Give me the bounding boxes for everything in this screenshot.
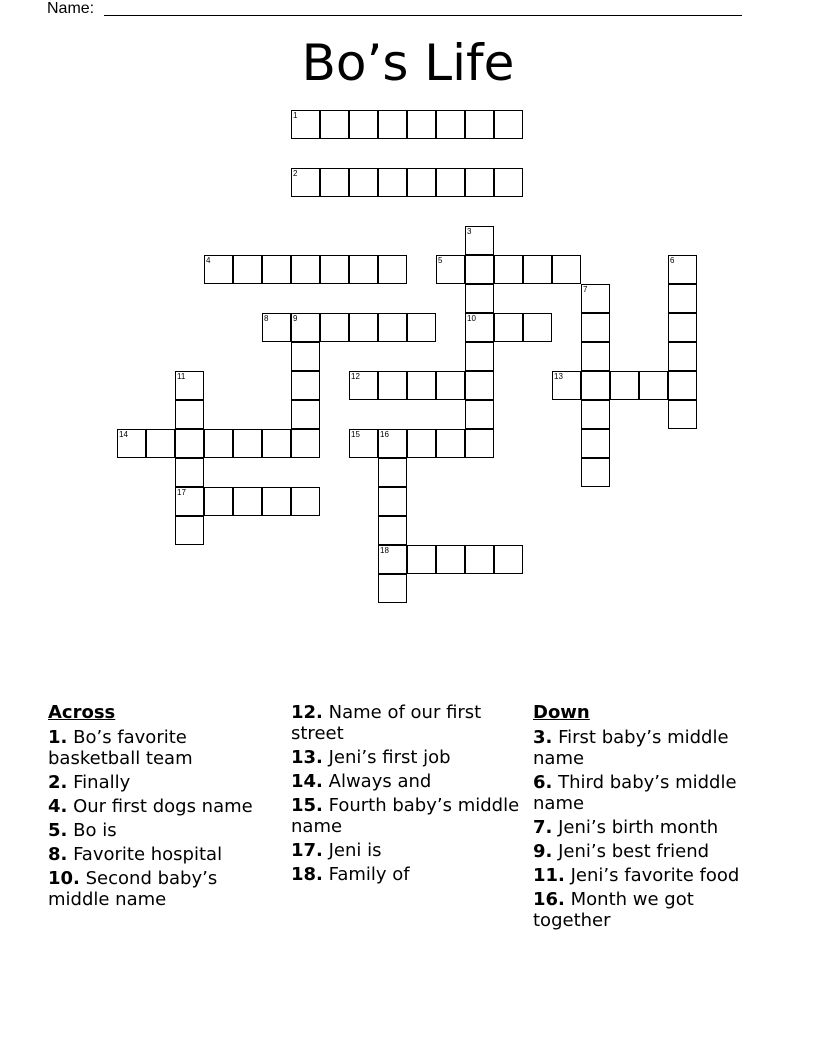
crossword-cell[interactable] (262, 429, 291, 458)
clue-text: Finally (73, 772, 131, 793)
crossword-cell[interactable] (465, 429, 494, 458)
cell-number: 8 (264, 314, 269, 323)
crossword-cell[interactable] (668, 400, 697, 429)
crossword-cell[interactable] (262, 487, 291, 516)
crossword-cell[interactable] (407, 429, 436, 458)
crossword-cell[interactable] (349, 168, 378, 197)
clue-text: Jeni’s birth month (558, 817, 719, 838)
crossword-cell[interactable] (175, 487, 204, 516)
crossword-cell[interactable] (175, 516, 204, 545)
crossword-cell[interactable] (175, 400, 204, 429)
clue-across-15 (291, 795, 527, 837)
crossword-cell[interactable] (378, 255, 407, 284)
clue-number: 5. (48, 820, 68, 841)
clue-across-13 (291, 747, 527, 768)
crossword-cell[interactable] (291, 487, 320, 516)
clue-down-7 (533, 817, 763, 838)
clue-text: Name of our first street (291, 702, 482, 744)
clue-text: Jeni’s best friend (558, 841, 710, 862)
name-label: Name: (47, 0, 95, 17)
crossword-cell[interactable] (465, 168, 494, 197)
cell-number: 11 (177, 372, 186, 381)
cell-number: 18 (380, 546, 389, 555)
crossword-cell[interactable] (436, 429, 465, 458)
crossword-cell[interactable] (320, 313, 349, 342)
clue-down-11 (533, 865, 763, 886)
clue-across-5 (48, 820, 284, 841)
clue-across-18 (291, 864, 527, 885)
clue-number: 8. (48, 844, 68, 865)
clue-column-2 (291, 702, 527, 888)
crossword-cell[interactable] (494, 110, 523, 139)
crossword-cell[interactable] (436, 168, 465, 197)
clue-down-6 (533, 772, 763, 814)
clue-down-3 (533, 727, 763, 769)
crossword-cell[interactable] (378, 371, 407, 400)
crossword-cell[interactable] (581, 284, 610, 313)
crossword-cell[interactable] (523, 313, 552, 342)
crossword-cell[interactable] (494, 313, 523, 342)
crossword-cell[interactable] (291, 168, 320, 197)
crossword-cell[interactable] (204, 487, 233, 516)
crossword-cell[interactable] (262, 255, 291, 284)
clue-text: Month we got together (533, 889, 694, 931)
clue-number: 11. (533, 865, 565, 886)
clue-text: Bo is (73, 820, 117, 841)
clue-number: 16. (533, 889, 565, 910)
crossword-cell[interactable] (378, 516, 407, 545)
crossword-cell[interactable] (465, 545, 494, 574)
crossword-cell[interactable] (465, 284, 494, 313)
crossword-cell[interactable] (465, 400, 494, 429)
clue-number: 7. (533, 817, 553, 838)
crossword-cell[interactable] (552, 255, 581, 284)
cell-number: 16 (380, 430, 389, 439)
clue-column-1 (48, 702, 284, 913)
clue-across-14 (291, 771, 527, 792)
crossword-cell[interactable] (668, 255, 697, 284)
crossword-cell[interactable] (407, 313, 436, 342)
crossword-cell[interactable] (117, 429, 146, 458)
down-heading: Down (533, 702, 590, 723)
crossword-cell[interactable] (407, 168, 436, 197)
clue-number: 3. (533, 727, 553, 748)
crossword-cell[interactable] (320, 110, 349, 139)
cell-number: 14 (119, 430, 128, 439)
crossword-cell[interactable] (581, 400, 610, 429)
crossword-cell[interactable] (465, 110, 494, 139)
crossword-cell[interactable] (291, 371, 320, 400)
clue-text: Jeni is (328, 840, 382, 861)
clue-number: 18. (291, 864, 323, 885)
clue-text: Jeni’s favorite food (570, 865, 740, 886)
across-heading: Across (48, 702, 116, 723)
clue-number: 10. (48, 868, 80, 889)
crossword-cell[interactable] (378, 545, 407, 574)
crossword-cell[interactable] (204, 429, 233, 458)
crossword-cell[interactable] (233, 429, 262, 458)
clue-number: 15. (291, 795, 323, 816)
cell-number: 1 (293, 111, 298, 120)
clue-across-10 (48, 868, 284, 910)
crossword-cell[interactable] (349, 255, 378, 284)
crossword-cell[interactable] (291, 313, 320, 342)
clue-number: 6. (533, 772, 553, 793)
page-title: Bo’s Life (301, 34, 515, 92)
cell-number: 3 (467, 227, 472, 236)
clue-text: Second baby’s middle name (48, 868, 218, 910)
crossword-cell[interactable] (291, 255, 320, 284)
crossword-cell[interactable] (581, 342, 610, 371)
crossword-cell[interactable] (436, 371, 465, 400)
crossword-cell[interactable] (639, 371, 668, 400)
crossword-cell[interactable] (436, 545, 465, 574)
cell-number: 9 (293, 314, 298, 323)
cell-number: 10 (467, 314, 476, 323)
clue-number: 4. (48, 796, 68, 817)
clue-number: 13. (291, 747, 323, 768)
clue-text: Bo’s favorite basketball team (48, 727, 193, 769)
crossword-cell[interactable] (610, 371, 639, 400)
crossword-cell[interactable] (436, 110, 465, 139)
clue-across-4 (48, 796, 284, 817)
crossword-cell[interactable] (407, 110, 436, 139)
crossword-cell[interactable] (320, 168, 349, 197)
crossword-cell[interactable] (465, 255, 494, 284)
clue-text: Jeni’s first job (328, 747, 451, 768)
crossword-cell[interactable] (378, 168, 407, 197)
crossword-cell[interactable] (291, 110, 320, 139)
cell-number: 4 (206, 256, 211, 265)
cell-number: 15 (351, 430, 360, 439)
crossword-cell[interactable] (465, 313, 494, 342)
clue-across-17 (291, 840, 527, 861)
clue-across-8 (48, 844, 284, 865)
crossword-cell[interactable] (175, 371, 204, 400)
cell-number: 5 (438, 256, 443, 265)
crossword-cell[interactable] (175, 458, 204, 487)
crossword-cell[interactable] (233, 255, 262, 284)
crossword-cell[interactable] (552, 371, 581, 400)
crossword-cell[interactable] (668, 313, 697, 342)
cell-number: 6 (670, 256, 675, 265)
crossword-cell[interactable] (494, 255, 523, 284)
crossword-cell[interactable] (407, 371, 436, 400)
crossword-cell[interactable] (378, 487, 407, 516)
crossword-cell[interactable] (378, 110, 407, 139)
crossword-cell[interactable] (349, 371, 378, 400)
crossword-cell[interactable] (204, 255, 233, 284)
cell-number: 12 (351, 372, 360, 381)
crossword-cell[interactable] (291, 400, 320, 429)
clue-number: 2. (48, 772, 68, 793)
clue-number: 12. (291, 702, 323, 723)
crossword-cell[interactable] (233, 487, 262, 516)
clue-text: First baby’s middle name (533, 727, 729, 769)
clue-text: Always and (328, 771, 432, 792)
crossword-cell[interactable] (436, 255, 465, 284)
clue-number: 1. (48, 727, 68, 748)
crossword-cell[interactable] (581, 371, 610, 400)
crossword-cell[interactable] (320, 255, 349, 284)
crossword-cell[interactable] (581, 458, 610, 487)
clue-number: 17. (291, 840, 323, 861)
crossword-cell[interactable] (668, 342, 697, 371)
clue-across-1 (48, 727, 284, 769)
clue-text: Fourth baby’s middle name (291, 795, 520, 837)
clue-text: Third baby’s middle name (533, 772, 737, 814)
crossword-cell[interactable] (291, 429, 320, 458)
crossword-cell[interactable] (407, 545, 436, 574)
crossword-cell[interactable] (581, 313, 610, 342)
clue-down-16 (533, 889, 763, 931)
crossword-cell[interactable] (581, 429, 610, 458)
crossword-cell[interactable] (378, 458, 407, 487)
crossword-cell[interactable] (262, 313, 291, 342)
crossword-cell[interactable] (494, 168, 523, 197)
cell-number: 17 (177, 488, 186, 497)
crossword-cell[interactable] (668, 284, 697, 313)
clue-number: 14. (291, 771, 323, 792)
crossword-cell[interactable] (291, 342, 320, 371)
crossword-cell[interactable] (349, 110, 378, 139)
crossword-cell[interactable] (349, 429, 378, 458)
crossword-cell[interactable] (349, 313, 378, 342)
cell-number: 2 (293, 169, 298, 178)
clue-down-9 (533, 841, 763, 862)
crossword-cell[interactable] (378, 574, 407, 603)
crossword-cell[interactable] (465, 371, 494, 400)
clue-column-3 (533, 702, 763, 934)
crossword-cell[interactable] (494, 545, 523, 574)
clue-text: Family of (328, 864, 410, 885)
crossword-cell[interactable] (465, 342, 494, 371)
clue-text: Favorite hospital (73, 844, 223, 865)
clue-across-12 (291, 702, 527, 744)
crossword-cell[interactable] (146, 429, 175, 458)
clue-across-2 (48, 772, 284, 793)
crossword-cell[interactable] (175, 429, 204, 458)
crossword-cell[interactable] (378, 429, 407, 458)
cell-number: 13 (554, 372, 563, 381)
clue-text: Our first dogs name (73, 796, 253, 817)
crossword-cell[interactable] (465, 226, 494, 255)
crossword-cell[interactable] (668, 371, 697, 400)
crossword-cell[interactable] (523, 255, 552, 284)
crossword-cell[interactable] (378, 313, 407, 342)
cell-number: 7 (583, 285, 588, 294)
clue-number: 9. (533, 841, 553, 862)
